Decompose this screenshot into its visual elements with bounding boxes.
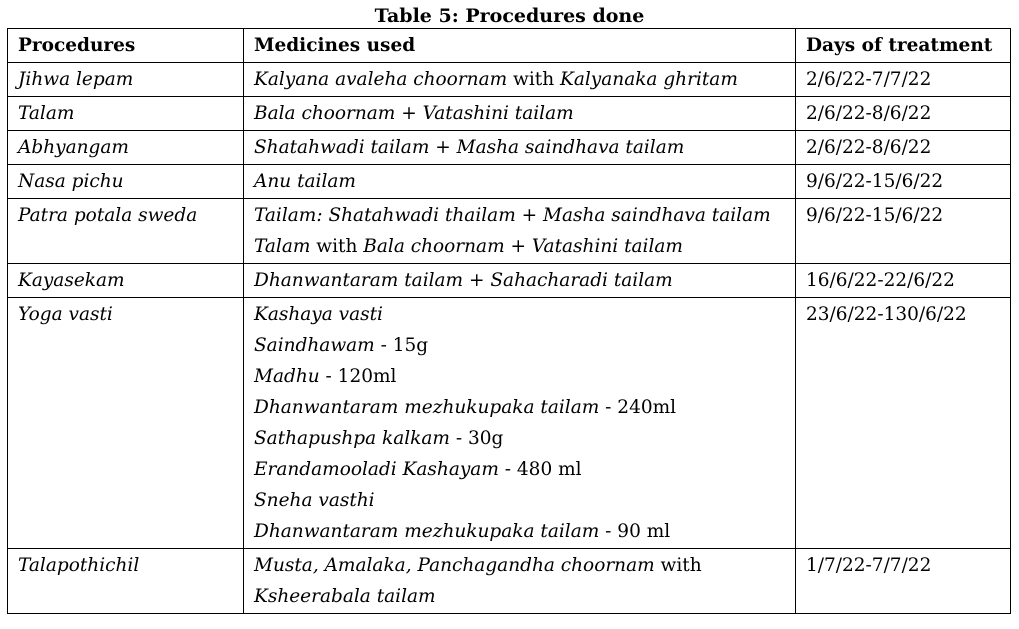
medicine-line: [254, 231, 785, 262]
column-header-days: Days of treatment: [796, 29, 1011, 63]
procedures-table: [7, 28, 1011, 614]
days-cell: 1/7/22-7/7/22: [796, 549, 1011, 614]
medicines-cell: [244, 165, 796, 199]
table-row: [8, 298, 1011, 549]
days-cell: 9/6/22-15/6/22: [796, 199, 1011, 264]
procedure-cell: Kayasekam: [8, 264, 244, 298]
medicine-line: [254, 132, 785, 163]
days-cell: 16/6/22-22/6/22: [796, 264, 1011, 298]
procedure-cell: Talapothichil: [8, 549, 244, 614]
procedure-cell: Jihwa lepam: [8, 63, 244, 97]
column-header-medicines: Medicines used: [244, 29, 796, 63]
medicine-text: Dhanwantaram mezhukupaka tailam: [254, 521, 600, 542]
medicines-cell: [244, 298, 796, 549]
medicine-text: Musta, Amalaka, Panchagandha choornam: [254, 555, 655, 576]
medicine-text: - 480 ml: [498, 459, 582, 480]
medicines-cell: [244, 97, 796, 131]
medicines-cell: [244, 131, 796, 165]
medicine-line: [254, 516, 785, 547]
table-caption: Table 5: Procedures done: [374, 5, 645, 27]
medicine-line: [254, 299, 785, 330]
medicine-text: with: [310, 236, 364, 257]
medicine-text: Kashaya vasti: [254, 304, 383, 325]
medicine-text: Anu tailam: [254, 171, 356, 192]
table-row: [8, 199, 1011, 264]
medicine-text: - 120ml: [319, 366, 397, 387]
medicine-line: [254, 454, 785, 485]
table-header-row: [8, 29, 1011, 63]
medicine-line: [254, 550, 785, 581]
medicine-text: Saindhawam: [254, 335, 375, 356]
days-cell: 2/6/22-7/7/22: [796, 63, 1011, 97]
medicine-text: Shatahwadi tailam + Masha saindhava tailam: [254, 137, 685, 158]
table-row: [8, 549, 1011, 614]
medicine-text: - 30g: [449, 428, 504, 449]
medicine-text: - 90 ml: [599, 521, 671, 542]
medicine-line: [254, 392, 785, 423]
procedure-cell: Yoga vasti: [8, 298, 244, 549]
medicine-line: [254, 423, 785, 454]
medicine-text: Sathapushpa kalkam: [254, 428, 450, 449]
days-cell: 2/6/22-8/6/22: [796, 131, 1011, 165]
medicine-text: Madhu: [254, 366, 320, 387]
days-cell: 23/6/22-130/6/22: [796, 298, 1011, 549]
medicine-text: Erandamooladi Kashayam: [254, 459, 499, 480]
medicine-text: Dhanwantaram mezhukupaka tailam: [254, 397, 600, 418]
medicine-text: Bala choornam + Vatashini tailam: [363, 236, 683, 257]
table-row: [8, 264, 1011, 298]
medicine-text: Sneha vasthi: [254, 490, 375, 511]
medicine-text: with: [507, 69, 561, 90]
medicine-text: - 240ml: [599, 397, 677, 418]
medicine-line: [254, 200, 785, 231]
medicines-cell: [244, 63, 796, 97]
medicine-line: [254, 64, 785, 95]
medicine-text: - 15g: [374, 335, 429, 356]
medicine-text: with: [654, 555, 702, 576]
medicine-text: Ksheerabala tailam: [254, 586, 436, 607]
table-row: [8, 63, 1011, 97]
medicine-line: [254, 330, 785, 361]
medicines-cell: [244, 549, 796, 614]
medicine-text: Bala choornam + Vatashini tailam: [254, 103, 574, 124]
days-cell: 2/6/22-8/6/22: [796, 97, 1011, 131]
medicine-text: Kalyanaka ghritam: [560, 69, 738, 90]
medicine-text: Dhanwantaram tailam + Sahacharadi tailam: [254, 270, 673, 291]
medicine-line: [254, 265, 785, 296]
procedure-cell: Talam: [8, 97, 244, 131]
medicine-line: [254, 361, 785, 392]
medicines-cell: [244, 199, 796, 264]
table-row: [8, 97, 1011, 131]
table-row: [8, 131, 1011, 165]
table-body: [8, 63, 1011, 614]
procedure-cell: Nasa pichu: [8, 165, 244, 199]
medicine-line: [254, 485, 785, 516]
procedure-cell: Patra potala sweda: [8, 199, 244, 264]
days-cell: 9/6/22-15/6/22: [796, 165, 1011, 199]
medicine-line: [254, 166, 785, 197]
table-row: [8, 165, 1011, 199]
procedure-cell: Abhyangam: [8, 131, 244, 165]
medicines-cell: [244, 264, 796, 298]
medicine-line: [254, 98, 785, 129]
column-header-procedures: Procedures: [8, 29, 244, 63]
medicine-text: Tailam: Shatahwadi thailam + Masha saindhava tailam: [254, 205, 771, 226]
medicine-text: Kalyana avaleha choornam: [254, 69, 508, 90]
medicine-line: [254, 581, 785, 612]
medicine-text: Talam: [254, 236, 311, 257]
